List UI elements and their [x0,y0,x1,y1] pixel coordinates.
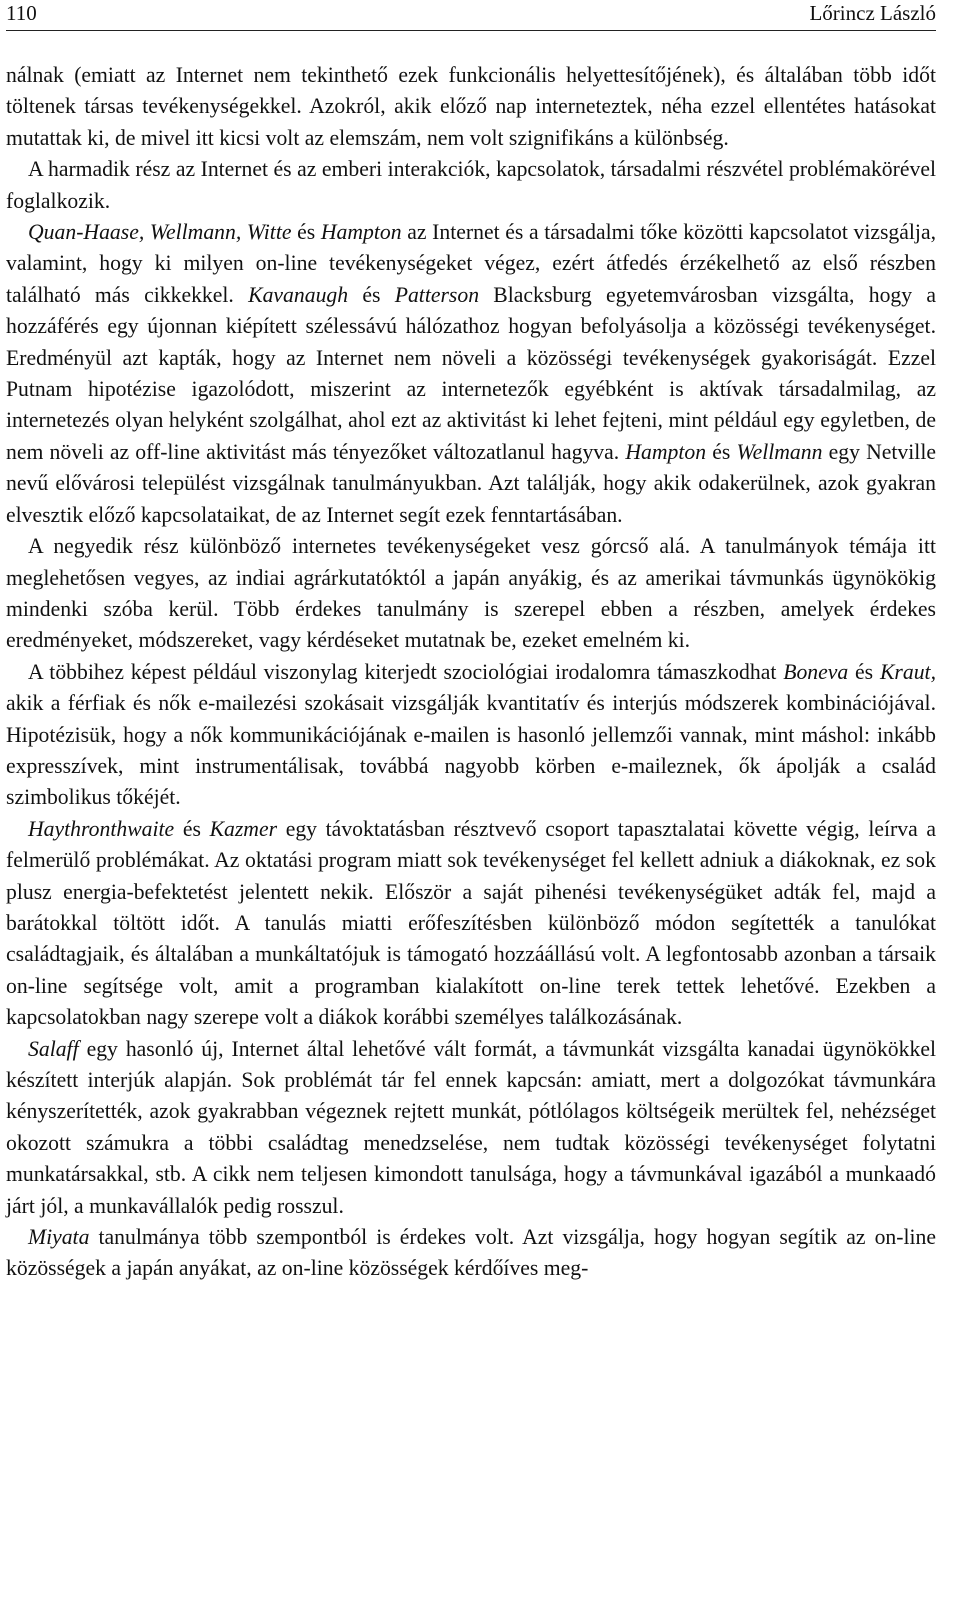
running-head-author: Lőrincz László [809,1,936,25]
text-run: és [848,659,880,684]
text-run: A negyedik rész különböző internetes tevékenységeket vesz górcső alá. A tanulmányok témája itt meglehetősen vegyes, az indiai agrárkutatóktól a japán anyákig, és az amerikai távmunkás ügynökökig mindenki szóba kerül. Több érdekes tanulmány is szerepel ebben a részben, amelyek érdekes eredményeket, módszereket, vagy kérdéseket mutatnak be, ezeket emelném ki. [6,534,936,653]
text-run: és [348,282,395,307]
italic-author-name: Hampton [625,439,707,464]
paragraph [6,154,936,217]
running-head [6,0,936,31]
paragraph [6,217,936,531]
text-run: tanulmánya több szempontból is érdekes volt. Azt vizsgálja, hogy hogyan segítik az on-line közösségek a japán anyákat, az on-line közösségek kérdőíves meg- [6,1225,936,1281]
text-run: nálnak (emiatt az Internet nem tekinthető ezek funkcionális helyettesítőjének), és általában több időt töltenek társas tevékenységekkel. Azokról, akik előző nap interneteztek, néha ezzel ellentétes hatásokat mutattak ki, de mivel itt kicsi volt az elemszám, nem volt szignifikáns a különbség. [6,63,936,150]
italic-author-name: Hampton [320,220,402,245]
italic-author-name: Kazmer [209,816,278,841]
italic-author-name: Kavanaugh [248,282,349,307]
italic-author-name: Haythronthwaite [28,816,175,841]
text-run: egy távoktatásban résztvevő csoport tapasztalatai követte végig, leírva a felmerülő problémákat. Az oktatási program miatt sok tevékenységet fel kellett adniuk a diákoknak, ez sok plusz energia-befektetést jelentett nekik. Először a saját pihenési tevékenységüket adták fel, majd a barátokkal töltött időt. A tanulás miatti erőfeszítésben különböző módon segítették a tanulókat családtagjaik, és általában a munkáltatójuk is támogató hozzáállású volt. A legfontosabb azonban a társaik on-line segítsége volt, amit a programban kialakított on-line terek tettek lehetővé. Ezekben a kapcsolatokban nagy szerepe volt a diákok korábbi személyes találkozásának. [6,816,936,1030]
text-run: és [291,220,321,245]
italic-author-name: Patterson [394,282,480,307]
paragraph [6,1222,936,1285]
paragraph [6,657,936,814]
paragraph [6,1034,936,1222]
italic-author-name: Quan-Haase, Wellmann, Witte [28,220,292,245]
text-run: Blacksburg egyetemvárosban vizsgálta, hogy a hozzáférés egy újonnan kiépített szélessávú hálózathoz hogyan befolyásolja a közösségi tevékenységet. Eredményül azt kapták, hogy az Internet nem növeli a közösségi tevékenységek gyakoriságát. Ezzel Putnam hipotézise igazolódott, miszerint az internetezők egyébként is aktívak társadalmilag, az internetezés olyan helyként szolgálhat, ahol ezt az aktivitást ki lehet fejteni, mint például egy egyletben, de nem növeli az off-line aktivitást más tényezőket változatlanul hagyva. [6,282,936,464]
italic-author-name: Wellmann [736,439,823,464]
book-page [6,0,936,1285]
paragraph [6,60,936,154]
paragraph [6,531,936,657]
text-run: és [706,439,737,464]
italic-author-name: Salaff [28,1036,79,1061]
italic-author-name: Kraut, [879,659,936,684]
italic-author-name: Boneva [783,659,849,684]
text-run: az Internet és a társadalmi tőke közötti kapcsolatot vizsgálja, valamint, hogy ki milyen on-line tevékenységeket végez, ezért átfedés érzékelhető az első részben található más cikkekkel. [6,220,936,307]
text-run: és [174,816,210,841]
text-run: egy hasonló új, Internet által lehetővé vált formát, a távmunkát vizsgálta kanadai ügynökökkel készített interjúk alapján. Sok problémát tár fel ennek kapcsán: amiatt, mert a dolgozókat távmunkára kényszerítették, azok gyakrabban végeznek rejtett munkát, pótlólagos költségeik merültek fel, nehézséget okozott számukra a többi családtag menedzselése, nem tudtak közösségi tevékenységet folytatni munkatársakkal, stb. A cikk nem teljesen kimondott tanulsága, hogy a távmunkával igazából a munkaadó járt jól, a munkavállalók pedig rosszul. [6,1036,936,1218]
text-run: A harmadik rész az Internet és az emberi interakciók, kapcsolatok, társadalmi részvétel problémakörével foglalkozik. [6,157,936,213]
text-run: A többihez képest például viszonylag kiterjedt szociológiai irodalomra támaszkodhat [28,659,784,684]
paragraph [6,814,936,1034]
italic-author-name: Miyata [28,1225,90,1250]
page-number: 110 [6,1,37,25]
text-run: egy Netville nevű elővárosi települést vizsgálnak tanulmányukban. Azt találják, hogy akik odakerülnek, azok gyakran elvesztik előző kapcsolataikat, de az Internet segít ezek fenntartásában. [6,439,936,527]
body-text [6,60,936,1285]
text-run: akik a férfiak és nők e-mailezési szokásait vizsgálják kvantitatív és interjús módszerek kombinációjával. Hipotézisük, hogy a nők kommunikációjának e-mailen is hasonló jellemzői vannak, mint máshol: inkább expresszívek, mint instrumentálisak, továbbá nagyobb körben e-maileznek, ők ápolják a család szimbolikus tőkéjét. [6,691,936,810]
